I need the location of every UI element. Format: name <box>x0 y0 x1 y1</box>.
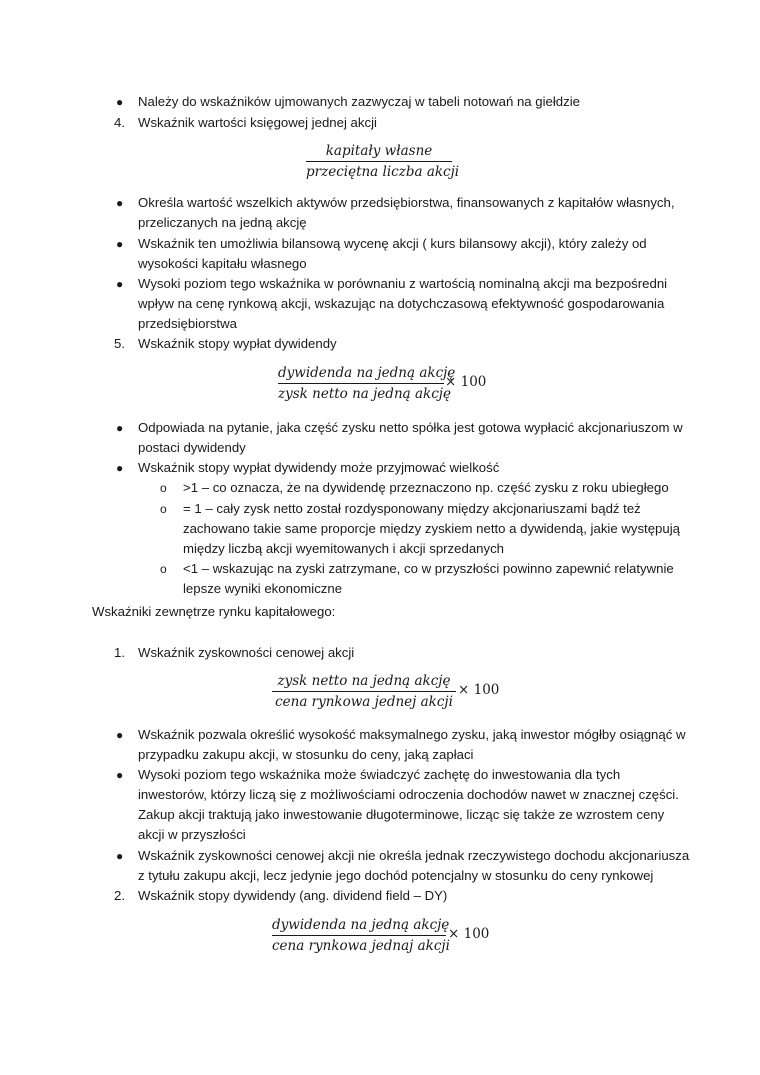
list-item-text: Wskaźnik stopy wypłat dywidendy może przyjmować wielkość <box>138 460 500 475</box>
list-item-text: Wskaźnik ten umożliwia bilansową wycenę akcji ( kurs bilansowy akcji), który zależy od <box>138 236 647 251</box>
formula-multiplier: × 100 <box>448 926 490 942</box>
circle-bullet-icon: o <box>160 481 167 495</box>
sublist-item-text: = 1 – cały zysk netto został rozdysponowany między akcjonariuszami bądź też <box>183 501 641 516</box>
list-item-text: przedsiębiorstwa <box>138 316 237 331</box>
fraction <box>272 916 450 955</box>
list-item-text: inwestorów, którzy liczą się z możliwościami odroczenia dochodów nawet w znacznej części. <box>138 787 679 802</box>
bullet-icon: ● <box>116 728 124 742</box>
sublist-item-text: >1 – co oznacza, że na dywidendę przeznaczono np. część zysku z roku ubiegłego <box>183 480 669 495</box>
bullet-icon: ● <box>116 277 124 291</box>
bullet-icon: ● <box>116 849 124 863</box>
bullet-icon: ● <box>116 196 124 210</box>
fraction <box>278 364 456 403</box>
formula-multiplier: × 100 <box>458 682 500 698</box>
list-number: 1. <box>114 645 125 660</box>
formula-numerator: dywidenda na jedną akcję <box>272 917 450 933</box>
formula-numerator: kapitały własne <box>325 143 433 159</box>
circle-bullet-icon: o <box>160 562 167 576</box>
list-number: 5. <box>114 336 125 351</box>
fraction <box>306 142 460 181</box>
list-item-text: wysokości kapitału własnego <box>138 256 307 271</box>
list-item-title: Wskaźnik zyskowności cenowej akcji <box>138 645 355 660</box>
list-item-text: Zakup akcji traktują jako inwestowanie długoterminowe, licząc się także ze wzrostem ceny <box>138 807 665 822</box>
list-item-text: Określa wartość wszelkich aktywów przedsiębiorstwa, finansowanych z kapitałów własnych, <box>138 195 675 210</box>
fraction-bar <box>272 935 446 936</box>
list-item-text: wpływ na cenę rynkową akcji, wskazując na dotychczasową efektywność gospodarowania <box>138 296 665 311</box>
list-item-text: przypadku zakupu akcji, w stosunku do ceny, jaką zapłaci <box>138 747 474 762</box>
fraction-bar <box>278 383 444 384</box>
bullet-icon: ● <box>116 768 124 782</box>
sublist-item-text: między liczbą akcji wyemitowanych i akcji sprzedanych <box>183 541 505 556</box>
list-item-text: Odpowiada na pytanie, jaka część zysku netto spółka jest gotowa wypłacić akcjonariuszom w <box>138 420 683 435</box>
fraction <box>272 672 456 711</box>
list-item-title: Wskaźnik stopy wypłat dywidendy <box>138 336 337 351</box>
bullet-icon: ● <box>116 237 124 251</box>
fraction-bar <box>272 691 456 692</box>
list-item-text: Wysoki poziom tego wskaźnika w porównaniu z wartością nominalną akcji ma bezpośredni <box>138 276 668 291</box>
list-item-text: Wysoki poziom tego wskaźnika może świadczyć zachętę do inwestowania dla tych <box>138 767 621 782</box>
list-item-text: przeliczanych na jedną akcję <box>138 215 307 230</box>
sublist-item-text: zachowano takie same proporcje między zyskiem netto a dywidendą, jakie występują <box>183 521 680 536</box>
formula-denominator: cena rynkowa jednaj akcji <box>272 938 450 954</box>
list-item-text: Wskaźnik zyskowności cenowej akcji nie określa jednak rzeczywistego dochodu akcjonariusza <box>138 848 690 863</box>
bullet-icon: ● <box>116 421 124 435</box>
formula-multiplier: × 100 <box>445 374 487 390</box>
bullet-icon: ● <box>116 95 124 109</box>
sublist-item-text: <1 – wskazując na zyski zatrzymane, co w przyszłości powinno zapewnić relatywnie <box>183 561 674 576</box>
list-item-text: Wskaźnik pozwala określić wysokość maksymalnego zysku, jaką inwestor mógłby osiągnąć w <box>138 727 686 742</box>
section-heading: Wskaźniki zewnętrze rynku kapitałowego: <box>92 604 336 619</box>
list-item-title: Wskaźnik wartości księgowej jednej akcji <box>138 115 377 130</box>
list-item-text: z tytułu zakupu akcji, lecz jedynie jego dochód potencjalny w stosunku do ceny rynkowej <box>138 868 654 883</box>
formula-denominator: zysk netto na jedną akcję <box>278 386 451 402</box>
list-item-text: postaci dywidendy <box>138 440 246 455</box>
sublist-item-text: lepsze wyniki ekonomiczne <box>183 581 343 596</box>
formula-numerator: dywidenda na jedną akcję <box>278 365 456 381</box>
formula-denominator: cena rynkowa jednej akcji <box>275 694 453 710</box>
list-number: 2. <box>114 888 125 903</box>
bullet-icon: ● <box>116 461 124 475</box>
fraction-bar <box>306 161 452 162</box>
list-item-text: akcji w przyszłości <box>138 827 246 842</box>
formula-numerator: zysk netto na jedną akcję <box>277 673 451 689</box>
circle-bullet-icon: o <box>160 502 167 516</box>
list-item-title: Wskaźnik stopy dywidendy (ang. dividend field – DY) <box>138 888 448 903</box>
list-item-text: Należy do wskaźników ujmowanych zazwyczaj w tabeli notowań na giełdzie <box>138 94 580 109</box>
list-number: 4. <box>114 115 125 130</box>
formula-denominator: przeciętna liczba akcji <box>306 164 460 180</box>
